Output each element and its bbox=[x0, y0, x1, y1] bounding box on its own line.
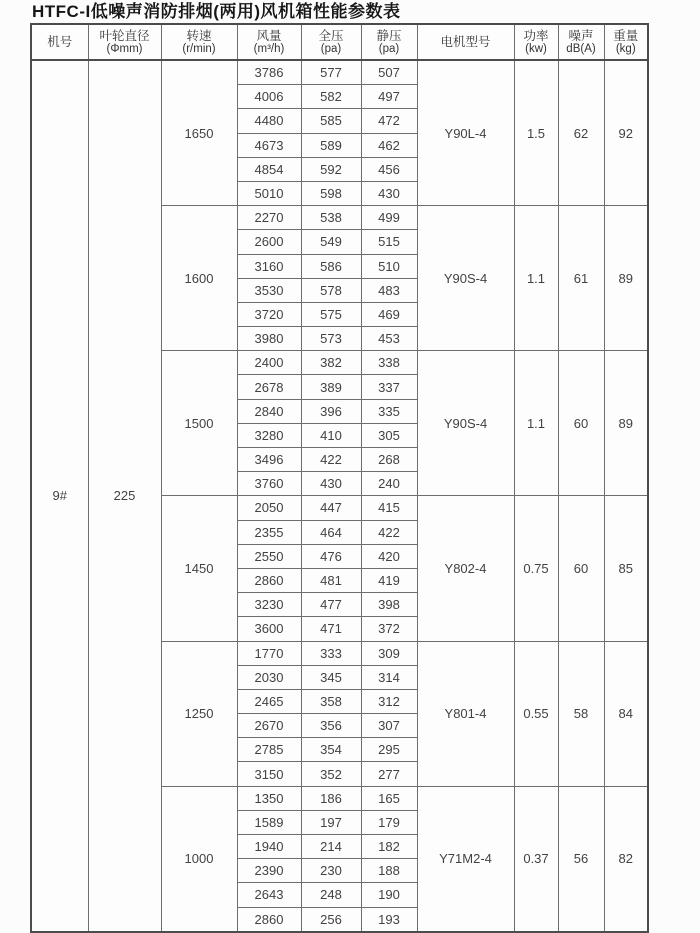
cell-total-pressure: 354 bbox=[301, 738, 361, 762]
column-header-noise bbox=[558, 24, 604, 60]
cell-static-pressure: 165 bbox=[361, 786, 417, 810]
header-unit: dB(A) bbox=[566, 42, 596, 55]
cell-static-pressure: 515 bbox=[361, 230, 417, 254]
cell-total-pressure: 464 bbox=[301, 520, 361, 544]
cell-static-pressure: 497 bbox=[361, 85, 417, 109]
cell-airflow: 2678 bbox=[237, 375, 301, 399]
header-label: 噪声 bbox=[568, 28, 594, 43]
cell-airflow: 3760 bbox=[237, 472, 301, 496]
cell-weight: 89 bbox=[604, 351, 648, 496]
cell-airflow: 3280 bbox=[237, 423, 301, 447]
cell-static-pressure: 190 bbox=[361, 883, 417, 907]
cell-static-pressure: 372 bbox=[361, 617, 417, 641]
column-header-airflow bbox=[237, 24, 301, 60]
cell-airflow: 2030 bbox=[237, 665, 301, 689]
header-label: 风量 bbox=[256, 28, 282, 43]
table-body bbox=[31, 60, 648, 932]
cell-weight: 85 bbox=[604, 496, 648, 641]
cell-total-pressure: 214 bbox=[301, 835, 361, 859]
cell-total-pressure: 586 bbox=[301, 254, 361, 278]
cell-airflow: 3720 bbox=[237, 302, 301, 326]
cell-airflow: 3980 bbox=[237, 327, 301, 351]
cell-airflow: 2860 bbox=[237, 907, 301, 932]
cell-power: 1.5 bbox=[514, 60, 558, 206]
cell-total-pressure: 471 bbox=[301, 617, 361, 641]
cell-static-pressure: 182 bbox=[361, 835, 417, 859]
cell-static-pressure: 507 bbox=[361, 60, 417, 85]
cell-static-pressure: 422 bbox=[361, 520, 417, 544]
cell-power: 0.37 bbox=[514, 786, 558, 932]
column-header-total-pressure bbox=[301, 24, 361, 60]
cell-airflow: 4673 bbox=[237, 133, 301, 157]
cell-total-pressure: 592 bbox=[301, 157, 361, 181]
cell-total-pressure: 589 bbox=[301, 133, 361, 157]
column-header-speed bbox=[161, 24, 237, 60]
page bbox=[0, 2, 700, 927]
cell-total-pressure: 577 bbox=[301, 60, 361, 85]
cell-static-pressure: 462 bbox=[361, 133, 417, 157]
cell-static-pressure: 398 bbox=[361, 593, 417, 617]
cell-speed: 1500 bbox=[161, 351, 237, 496]
cell-total-pressure: 389 bbox=[301, 375, 361, 399]
cell-airflow: 4854 bbox=[237, 157, 301, 181]
cell-power: 1.1 bbox=[514, 351, 558, 496]
header-unit: (kg) bbox=[615, 42, 636, 55]
cell-airflow: 2270 bbox=[237, 206, 301, 230]
cell-total-pressure: 447 bbox=[301, 496, 361, 520]
header-label: 静压 bbox=[376, 28, 402, 43]
cell-total-pressure: 430 bbox=[301, 472, 361, 496]
cell-airflow: 3786 bbox=[237, 60, 301, 85]
cell-static-pressure: 419 bbox=[361, 568, 417, 592]
header-unit: (pa) bbox=[378, 42, 400, 55]
cell-total-pressure: 248 bbox=[301, 883, 361, 907]
cell-static-pressure: 193 bbox=[361, 907, 417, 932]
header-row bbox=[31, 24, 648, 60]
cell-power: 1.1 bbox=[514, 206, 558, 351]
cell-airflow: 2600 bbox=[237, 230, 301, 254]
cell-airflow: 2050 bbox=[237, 496, 301, 520]
column-header-weight bbox=[604, 24, 648, 60]
cell-machine-no: 9# bbox=[31, 60, 88, 932]
cell-total-pressure: 382 bbox=[301, 351, 361, 375]
cell-noise: 60 bbox=[558, 351, 604, 496]
cell-total-pressure: 256 bbox=[301, 907, 361, 932]
cell-airflow: 2840 bbox=[237, 399, 301, 423]
cell-airflow: 2400 bbox=[237, 351, 301, 375]
cell-speed: 1600 bbox=[161, 206, 237, 351]
header-label: 机号 bbox=[47, 35, 73, 49]
page-title: HTFC-I低噪声消防排烟(两用)风机箱性能参数表 bbox=[32, 2, 401, 21]
cell-airflow: 2643 bbox=[237, 883, 301, 907]
cell-total-pressure: 598 bbox=[301, 181, 361, 205]
cell-total-pressure: 396 bbox=[301, 399, 361, 423]
cell-total-pressure: 333 bbox=[301, 641, 361, 665]
header-label: 转速 bbox=[186, 28, 212, 43]
table-header bbox=[31, 24, 648, 60]
cell-airflow: 2465 bbox=[237, 689, 301, 713]
table-row bbox=[31, 60, 648, 85]
cell-total-pressure: 585 bbox=[301, 109, 361, 133]
cell-total-pressure: 410 bbox=[301, 423, 361, 447]
cell-power: 0.55 bbox=[514, 641, 558, 786]
cell-noise: 62 bbox=[558, 60, 604, 206]
cell-static-pressure: 309 bbox=[361, 641, 417, 665]
cell-airflow: 5010 bbox=[237, 181, 301, 205]
cell-noise: 61 bbox=[558, 206, 604, 351]
cell-static-pressure: 305 bbox=[361, 423, 417, 447]
cell-total-pressure: 578 bbox=[301, 278, 361, 302]
cell-airflow: 4006 bbox=[237, 85, 301, 109]
cell-airflow: 3496 bbox=[237, 448, 301, 472]
cell-speed: 1650 bbox=[161, 60, 237, 206]
header-label: 全压 bbox=[318, 28, 344, 43]
cell-static-pressure: 188 bbox=[361, 859, 417, 883]
cell-total-pressure: 345 bbox=[301, 665, 361, 689]
cell-static-pressure: 472 bbox=[361, 109, 417, 133]
cell-static-pressure: 415 bbox=[361, 496, 417, 520]
cell-static-pressure: 295 bbox=[361, 738, 417, 762]
cell-static-pressure: 268 bbox=[361, 448, 417, 472]
cell-static-pressure: 453 bbox=[361, 327, 417, 351]
cell-airflow: 1770 bbox=[237, 641, 301, 665]
cell-total-pressure: 197 bbox=[301, 810, 361, 834]
cell-airflow: 3530 bbox=[237, 278, 301, 302]
cell-airflow: 2785 bbox=[237, 738, 301, 762]
cell-speed: 1450 bbox=[161, 496, 237, 641]
cell-weight: 92 bbox=[604, 60, 648, 206]
column-header-machine-no bbox=[31, 24, 88, 60]
cell-noise: 56 bbox=[558, 786, 604, 932]
cell-static-pressure: 469 bbox=[361, 302, 417, 326]
cell-static-pressure: 499 bbox=[361, 206, 417, 230]
cell-static-pressure: 307 bbox=[361, 714, 417, 738]
cell-static-pressure: 277 bbox=[361, 762, 417, 786]
cell-motor-model: Y801-4 bbox=[417, 641, 514, 786]
cell-static-pressure: 338 bbox=[361, 351, 417, 375]
header-unit: (Φmm) bbox=[106, 42, 143, 55]
cell-airflow: 4480 bbox=[237, 109, 301, 133]
cell-static-pressure: 430 bbox=[361, 181, 417, 205]
cell-total-pressure: 575 bbox=[301, 302, 361, 326]
header-label: 电机型号 bbox=[440, 35, 491, 49]
cell-total-pressure: 476 bbox=[301, 544, 361, 568]
cell-speed: 1000 bbox=[161, 786, 237, 932]
cell-static-pressure: 510 bbox=[361, 254, 417, 278]
cell-static-pressure: 179 bbox=[361, 810, 417, 834]
cell-impeller-diameter: 225 bbox=[88, 60, 161, 932]
cell-static-pressure: 483 bbox=[361, 278, 417, 302]
header-unit: (kw) bbox=[525, 42, 547, 55]
cell-airflow: 2670 bbox=[237, 714, 301, 738]
cell-airflow: 2390 bbox=[237, 859, 301, 883]
cell-airflow: 3150 bbox=[237, 762, 301, 786]
cell-total-pressure: 356 bbox=[301, 714, 361, 738]
cell-total-pressure: 582 bbox=[301, 85, 361, 109]
cell-airflow: 1589 bbox=[237, 810, 301, 834]
cell-motor-model: Y90S-4 bbox=[417, 206, 514, 351]
cell-total-pressure: 481 bbox=[301, 568, 361, 592]
cell-static-pressure: 312 bbox=[361, 689, 417, 713]
column-header-static-pressure bbox=[361, 24, 417, 60]
cell-static-pressure: 335 bbox=[361, 399, 417, 423]
cell-motor-model: Y71M2-4 bbox=[417, 786, 514, 932]
header-label: 重量 bbox=[613, 28, 639, 43]
cell-static-pressure: 337 bbox=[361, 375, 417, 399]
cell-total-pressure: 230 bbox=[301, 859, 361, 883]
cell-total-pressure: 352 bbox=[301, 762, 361, 786]
cell-airflow: 1940 bbox=[237, 835, 301, 859]
cell-static-pressure: 240 bbox=[361, 472, 417, 496]
cell-airflow: 3600 bbox=[237, 617, 301, 641]
header-label: 叶轮直径 bbox=[99, 28, 150, 43]
cell-speed: 1250 bbox=[161, 641, 237, 786]
cell-total-pressure: 186 bbox=[301, 786, 361, 810]
cell-total-pressure: 538 bbox=[301, 206, 361, 230]
header-unit: (pa) bbox=[320, 42, 342, 55]
cell-airflow: 3230 bbox=[237, 593, 301, 617]
fan-performance-table bbox=[30, 23, 649, 933]
column-header-impeller-diameter bbox=[88, 24, 161, 60]
cell-static-pressure: 420 bbox=[361, 544, 417, 568]
cell-total-pressure: 477 bbox=[301, 593, 361, 617]
header-unit: (r/min) bbox=[182, 42, 216, 55]
cell-static-pressure: 456 bbox=[361, 157, 417, 181]
cell-motor-model: Y90S-4 bbox=[417, 351, 514, 496]
header-unit: (m³/h) bbox=[253, 42, 285, 55]
cell-airflow: 2355 bbox=[237, 520, 301, 544]
cell-total-pressure: 573 bbox=[301, 327, 361, 351]
cell-weight: 82 bbox=[604, 786, 648, 932]
header-label: 功率 bbox=[523, 28, 549, 43]
cell-motor-model: Y802-4 bbox=[417, 496, 514, 641]
cell-airflow: 2860 bbox=[237, 568, 301, 592]
cell-total-pressure: 422 bbox=[301, 448, 361, 472]
column-header-motor-model bbox=[417, 24, 514, 60]
cell-power: 0.75 bbox=[514, 496, 558, 641]
cell-static-pressure: 314 bbox=[361, 665, 417, 689]
cell-airflow: 2550 bbox=[237, 544, 301, 568]
cell-weight: 89 bbox=[604, 206, 648, 351]
cell-total-pressure: 549 bbox=[301, 230, 361, 254]
cell-noise: 58 bbox=[558, 641, 604, 786]
cell-weight: 84 bbox=[604, 641, 648, 786]
cell-noise: 60 bbox=[558, 496, 604, 641]
cell-motor-model: Y90L-4 bbox=[417, 60, 514, 206]
cell-airflow: 1350 bbox=[237, 786, 301, 810]
cell-total-pressure: 358 bbox=[301, 689, 361, 713]
column-header-power bbox=[514, 24, 558, 60]
cell-airflow: 3160 bbox=[237, 254, 301, 278]
